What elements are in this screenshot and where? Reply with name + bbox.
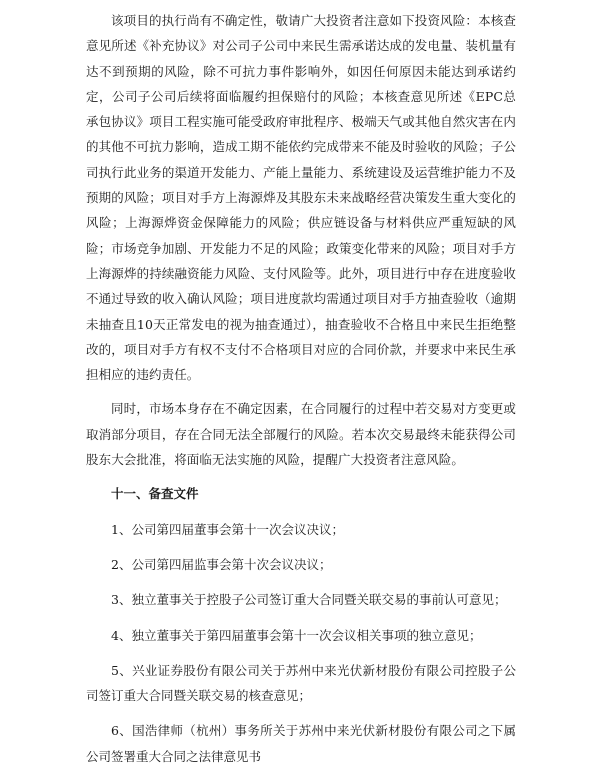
paragraph-gap [86, 387, 516, 396]
document-item-1: 1、公司第四届董事会第十一次会议决议； [111, 521, 344, 537]
market-risk-paragraph: 同时，市场本身存在不确定因素，在合同履行的过程中若交易对方变更或取消部分项目，存在合同无法全部履行的风险。若本次交易最终未能获得公司股东大会批准，将面临无法实施的风险，提醒广大投资者注意风险。 [86, 401, 516, 468]
section-heading: 十一、备查文件 [111, 486, 199, 502]
paragraph-gap [86, 472, 516, 481]
document-item-3: 3、独立董事关于控股子公司签订重大合同暨关联交易的事前认可意见； [111, 592, 507, 608]
document-item-6: 6、国浩律师（杭州）事务所关于苏州中来光伏新材股份有限公司之下属公司签署重大合同之法律意见书 [86, 723, 516, 764]
document-item-4: 4、独立董事关于第四届董事会第十一次会议相关事项的独立意见； [111, 627, 482, 643]
risk-paragraph: 该项目的执行尚有不确定性，敬请广大投资者注意如下投资风险：本核查意见所述《补充协议》对公司子公司中来民生需承诺达成的发电量、装机量有达不到预期的风险，除不可抗力事件影响外，如因任何原因未能达到承诺约定，公司子公司后续将面临履约担保赔付的风险；本核查意见所述《EPC总承包协议》项目工程实施可能受政府审批程序、极端天气或其他自然灾害在内的其他不可抗力影响，造成工期不能依约完成带来不能及时验收的风险；子公司执行此业务的渠道开发能力、产能上量能力、系统建设及运营维护能力不及预期的风险；项目对手方上海源烨及其股东未来战略经营决策发生重大变化的风险；上海源烨资金保障能力的风险；供应链设备与材料供应严重短缺的风险；市场竞争加剧、开发能力不足的风险；政策变化带来的风险；项目对手方上海源烨的持续融资能力风险、支付风险等。此外，项目进行中存在进度验收不通过导致的收入确认风险；项目进度款均需通过项目对手方抽查验收（逾期未抽查且10天正常发电的视为抽查通过），抽查验收不合格且中来民生拒绝整改的，项目对手方有权不支付不合格项目对应的合同价款，并要求中来民生承担相应的违约责任。 [86, 13, 516, 383]
document-item-5: 5、兴业证券股份有限公司关于苏州中来光伏新材股份有限公司控股子公司签订重大合同暨关联交易的核查意见； [86, 662, 516, 704]
document-item-2: 2、公司第四届监事会第十次会议决议； [111, 556, 332, 572]
documents-list [86, 517, 516, 769]
document-page [86, 8, 516, 769]
